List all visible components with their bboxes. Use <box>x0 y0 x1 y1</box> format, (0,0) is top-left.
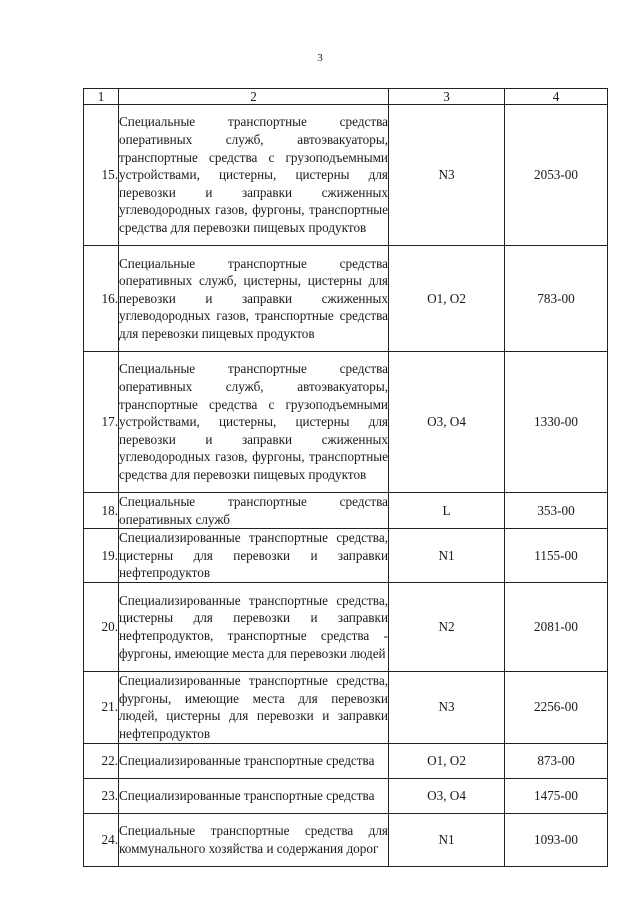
vehicle-description: Специализированные транспортные средства <box>119 778 389 813</box>
rate-value: 1093-00 <box>505 813 608 866</box>
vehicle-description: Специализированные транспортные средства <box>119 743 389 778</box>
vehicle-category: O3, O4 <box>389 352 505 493</box>
vehicle-category: N2 <box>389 582 505 671</box>
vehicle-category: O3, O4 <box>389 778 505 813</box>
vehicle-category: N3 <box>389 105 505 246</box>
table-row <box>84 529 608 583</box>
vehicle-category: N1 <box>389 529 505 583</box>
vehicle-description: Специализированные транспортные средства, цистерны для перевозки и заправки нефтепродуктов, транспортные средства - фургоны, имеющие места для перевозки людей <box>119 582 389 671</box>
column-header: 4 <box>505 89 608 105</box>
rate-value: 2256-00 <box>505 671 608 743</box>
rate-value: 1155-00 <box>505 529 608 583</box>
rate-value: 1330-00 <box>505 352 608 493</box>
row-number: 16. <box>84 246 119 352</box>
row-number: 23. <box>84 778 119 813</box>
row-number: 18. <box>84 493 119 529</box>
column-header: 1 <box>84 89 119 105</box>
header-row <box>84 89 608 105</box>
table-row <box>84 246 608 352</box>
vehicle-description: Специальные транспортные средства оперативных служб, цистерны, цистерны для перевозки и заправки сжиженных углеводородных газов, транспортные средства для перевозки пищевых продуктов <box>119 246 389 352</box>
column-header: 2 <box>119 89 389 105</box>
vehicle-description: Специализированные транспортные средства, фургоны, имеющие места для перевозки людей, цистерны для перевозки и заправки нефтепродуктов <box>119 671 389 743</box>
table-row <box>84 813 608 866</box>
row-number: 17. <box>84 352 119 493</box>
row-number: 24. <box>84 813 119 866</box>
vehicle-category: N1 <box>389 813 505 866</box>
rate-value: 2081-00 <box>505 582 608 671</box>
table-row <box>84 671 608 743</box>
row-number: 22. <box>84 743 119 778</box>
rate-value: 1475-00 <box>505 778 608 813</box>
row-number: 21. <box>84 671 119 743</box>
row-number: 20. <box>84 582 119 671</box>
column-header: 3 <box>389 89 505 105</box>
vehicle-category: O1, O2 <box>389 743 505 778</box>
rate-value: 2053-00 <box>505 105 608 246</box>
row-number: 19. <box>84 529 119 583</box>
table-row <box>84 743 608 778</box>
table-row <box>84 493 608 529</box>
rate-value: 873-00 <box>505 743 608 778</box>
table-row <box>84 582 608 671</box>
vehicle-category: L <box>389 493 505 529</box>
row-number: 15. <box>84 105 119 246</box>
table-row <box>84 778 608 813</box>
vehicle-category: O1, O2 <box>389 246 505 352</box>
vehicle-description: Специальные транспортные средства для коммунального хозяйства и содержания дорог <box>119 813 389 866</box>
tariff-table <box>83 88 608 867</box>
rate-value: 353-00 <box>505 493 608 529</box>
vehicle-description: Специальные транспортные средства оперативных служб, автоэвакуаторы, транспортные средства с грузоподъемными устройствами, цистерны, цистерны для перевозки и заправки сжиженных углеводородных газов, фургоны, транспортные средства для перевозки пищевых продуктов <box>119 105 389 246</box>
table-row <box>84 105 608 246</box>
vehicle-description: Специальные транспортные средства оперативных служб, автоэвакуаторы, транспортные средства с грузоподъемными устройствами, цистерны, цистерны для перевозки и заправки сжиженных углеводородных газов, фургоны, транспортные средства для перевозки пищевых продуктов <box>119 352 389 493</box>
page-number: 3 <box>317 52 323 64</box>
vehicle-description: Специализированные транспортные средства, цистерны для перевозки и заправки нефтепродуктов <box>119 529 389 583</box>
table-row <box>84 352 608 493</box>
rate-value: 783-00 <box>505 246 608 352</box>
vehicle-category: N3 <box>389 671 505 743</box>
vehicle-description: Специальные транспортные средства оперативных служб <box>119 493 389 529</box>
